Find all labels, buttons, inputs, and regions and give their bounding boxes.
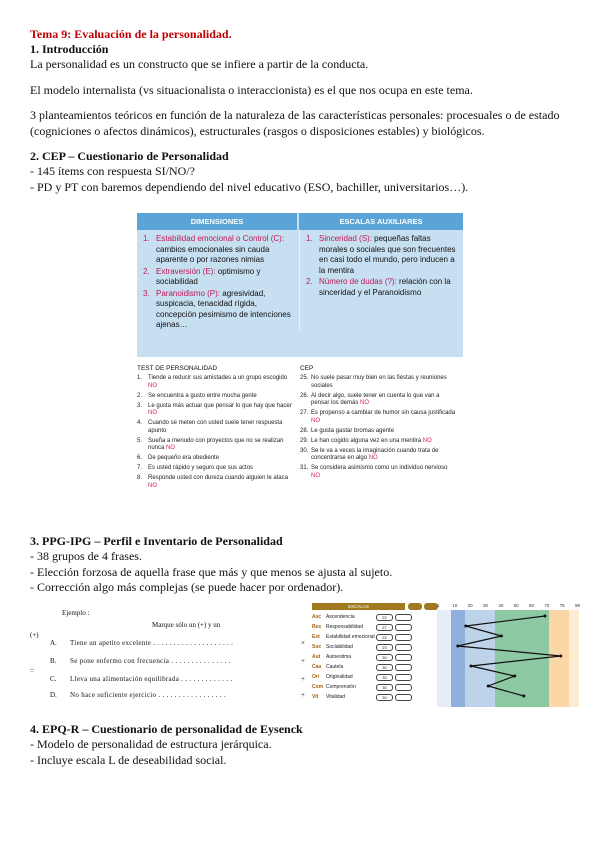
example-row: (+) — [30, 631, 39, 639]
scale-name: Sociabilidad — [326, 644, 353, 650]
scale-name: Ascendencia — [326, 614, 355, 620]
profile-row — [312, 623, 437, 631]
scale-score: 22 — [376, 614, 393, 621]
scale-abbrev: Aut — [312, 654, 321, 660]
scale-abbrev: Est — [312, 634, 320, 640]
dimension-item: 1. Estabilidad emocional o Control (C): cambios emocionales sin cauda aparente o por razones nimias — [143, 234, 285, 264]
scale-score-oval — [395, 684, 412, 691]
profile-point — [522, 695, 525, 698]
dimensions-list — [137, 230, 299, 332]
profile-tick: 40 — [498, 603, 504, 608]
scale-name: Autoestima — [326, 654, 352, 660]
dimensions-header: DIMENSIONES — [137, 213, 297, 230]
scale-score: 27 — [376, 624, 393, 631]
cep-figure — [137, 213, 463, 493]
profile-point — [470, 665, 473, 668]
scale-abbrev: Res — [312, 624, 322, 630]
section-4-heading: 4. EPQ-R – Cuestionario de personalidad de Eysenck — [30, 722, 303, 736]
section-4-bullet-1: - Modelo de personalidad de estructura jerárquica. — [30, 737, 272, 751]
test-item: 4. Cuando se meten con usted suele tener respuesta apunto — [137, 420, 283, 434]
profile-polyline — [458, 616, 561, 696]
section-4-bullet-2: - Incluye escala L de deseabilidad social. — [30, 752, 227, 767]
profile-row — [312, 633, 437, 641]
section-1-paragraph-2: El modelo internalista (vs situacionalista o interaccionista) es el que nos ocupa en este tema. — [30, 82, 473, 97]
example-row: D. No hace suficiente ejercicio . . . . . . . . . . . . . . . . . + — [50, 691, 305, 699]
scale-score-oval — [395, 634, 412, 641]
scale-score: 30 — [376, 664, 393, 671]
scale-score: 22 — [376, 634, 393, 641]
test-item: 5. Sueña a menudo con proyectos que no se realizan nunca NO — [137, 437, 284, 451]
test-item: 7. Es usted rápido y seguro que sus actos — [137, 465, 254, 471]
scale-abbrev: Vit — [312, 694, 319, 700]
profile-point — [487, 685, 490, 688]
section-3 — [30, 534, 575, 596]
test-item: 1. Tiende a reducir sus amistades a un grupo escogido NO — [137, 375, 288, 389]
profile-point — [500, 635, 503, 638]
profile-tick: 75 — [559, 603, 565, 608]
profile-tick: 60 — [529, 603, 535, 608]
scale-abbrev: Cau — [312, 664, 322, 670]
scale-name: Vitalidad — [326, 694, 346, 700]
profile-row — [312, 653, 437, 661]
auxiliary-item: 1. Sinceridad (S): pequeñas faltas morales o sociales que son frecuentes en casi todo el mundo, pero inducen a la mentira — [306, 234, 456, 275]
scale-score: 30 — [376, 654, 393, 661]
scale-score-oval — [395, 674, 412, 681]
test-item: 8. Responde usted con dureza cuando alguien le ataca NO — [137, 475, 289, 489]
example-row: A. Tiene un apetito excelente . . . . . . . . . . . . . . . . . . . . × — [50, 639, 305, 647]
profile-point — [513, 675, 516, 678]
scale-abbrev: Soc — [312, 644, 322, 650]
profile-row — [312, 613, 437, 621]
test-item: 26. Al decir algo, suele tener en cuenta lo que van a pensar los demás NO — [300, 392, 440, 406]
test-item: 25. No suele pasar muy bien en las fiestas y reuniones sociales — [300, 375, 447, 389]
profile-tick: 50 — [513, 603, 519, 608]
document-body — [30, 27, 575, 195]
test-items-left — [137, 375, 300, 493]
scale-score-oval — [395, 614, 412, 621]
section-3-bullet-3: - Corrección algo más complejas (se puede hacer por ordenador). — [30, 580, 344, 594]
profile-tick: 20 — [467, 603, 473, 608]
auxiliary-scales-list — [299, 230, 463, 332]
scale-abbrev: Ori — [312, 674, 320, 680]
test-item: 27. Es propenso a cambiar de humor sin causa justificada NO — [300, 410, 456, 424]
profile-chip — [408, 603, 422, 610]
section-1-paragraph-3a: 3 planteamientos teóricos en función de la naturaleza de las características personales: procesuales o de estado — [30, 108, 560, 122]
profile-point — [464, 625, 467, 628]
test-item: 30. Se le va a veces la imaginación cuando trata de concentrarse en algo NO — [300, 447, 439, 461]
test-items-right — [300, 375, 463, 493]
example-instruction: Marque sólo un (+) y un — [152, 621, 221, 629]
example-row: B. Se pone enfermo con frecuencia . . . . . . . . . . . . . . . + — [50, 657, 305, 665]
scale-abbrev: Com — [312, 684, 324, 690]
test-item: 29. Le han cogido alguna vez en una mentira NO — [300, 437, 432, 444]
ppg-example — [30, 603, 305, 713]
section-3-bullet-1: - 38 grupos de 4 frases. — [30, 549, 142, 563]
dimension-item: 2. Extraversión (E): optimismo y sociabilidad — [143, 266, 261, 286]
cep-test-sample — [137, 365, 463, 493]
scale-score-oval — [395, 624, 412, 631]
section-2-bullet-1: - 145 ítems con respuesta SI/NO/? — [30, 164, 195, 178]
profile-line — [437, 610, 579, 707]
profile-point — [559, 655, 562, 658]
scale-score: 30 — [376, 674, 393, 681]
scale-score: 23 — [376, 644, 393, 651]
profile-grid — [437, 610, 579, 707]
scale-name: Responsabilidad — [326, 624, 363, 630]
test-code: CEP — [300, 365, 314, 372]
test-item: 3. Le gusta más actuar que pensar lo que hay que hacer NO — [137, 402, 292, 416]
test-label: TEST DE PERSONALIDAD — [137, 365, 218, 372]
profile-header: ESCALAS — [312, 603, 405, 610]
profile-row — [312, 663, 437, 671]
profile-point — [456, 645, 459, 648]
scale-score-oval — [395, 644, 412, 651]
scale-name: Estabilidad emocional — [326, 634, 375, 640]
test-item: 6. De pequeño era obediente — [137, 455, 220, 461]
test-item: 31. Se considera asimismo como un individuo nervioso NO — [300, 465, 448, 479]
section-1-paragraph-1: La personalidad es un constructo que se infiere a partir de la conducta. — [30, 57, 369, 71]
scale-score: 30 — [376, 684, 393, 691]
scale-name: Comprensión — [326, 684, 356, 690]
profile-tick: 1 — [437, 603, 440, 608]
ppg-profile-chart — [312, 603, 584, 715]
scale-score-oval — [395, 694, 412, 701]
section-2-heading: 2. CEP – Cuestionario de Personalidad — [30, 149, 229, 163]
profile-tick: 99 — [575, 603, 581, 608]
section-1-heading: 1. Introducción — [30, 42, 109, 56]
scale-score: 30 — [376, 694, 393, 701]
scale-abbrev: Asc — [312, 614, 322, 620]
profile-point — [544, 615, 547, 618]
example-label: Ejemplo : — [62, 609, 90, 617]
section-1-paragraph-3b: (cogniciones o afectos dinámicos), estructurales (rasgos o disposiciones estables) y biológicos. — [30, 123, 485, 138]
section-4 — [30, 722, 575, 768]
profile-tick: 70 — [544, 603, 550, 608]
profile-row — [312, 673, 437, 681]
scale-name: Originalidad — [326, 674, 353, 680]
profile-row — [312, 683, 437, 691]
test-item: 28. Le gusta gastar bromas agente — [300, 427, 395, 434]
section-2-bullet-2: - PD y PT con baremos dependiendo del nivel educativo (ESO, bachiller, universitarios…). — [30, 179, 469, 194]
section-3-bullet-2: - Elección forzosa de aquella frase que más y que menos se ajusta al sujeto. — [30, 564, 393, 579]
auxiliary-scales-header: ESCALAS AUXILIARES — [299, 213, 463, 230]
scale-score-oval — [395, 664, 412, 671]
scale-name: Cautela — [326, 664, 344, 670]
scale-score-oval — [395, 654, 412, 661]
section-3-heading: 3. PPG-IPG – Perfil e Inventario de Personalidad — [30, 534, 283, 548]
auxiliary-item: 2. Número de dudas (?): relación con la sinceridad y el Paranoidismo — [306, 277, 451, 297]
profile-tick: 30 — [483, 603, 489, 608]
document-title: Tema 9: Evaluación de la personalidad. — [30, 27, 232, 41]
profile-row — [312, 643, 437, 651]
profile-tick: 10 — [452, 603, 458, 608]
profile-chip — [424, 603, 438, 610]
example-row: = — [30, 667, 34, 675]
example-row: C. Lleva una alimentación equilibrada . . . . . . . . . . . . . + — [50, 675, 305, 683]
profile-row — [312, 693, 437, 701]
dimension-item: 3. Paranoidismo (P): agresividad, suspicacia, tenacidad rígida, concepción pesimismo de intenciones ajenas… — [143, 288, 291, 329]
test-item: 2. Se encuentra a gusto entre mucha gente — [137, 392, 257, 399]
cep-dimensions-table — [137, 213, 463, 357]
